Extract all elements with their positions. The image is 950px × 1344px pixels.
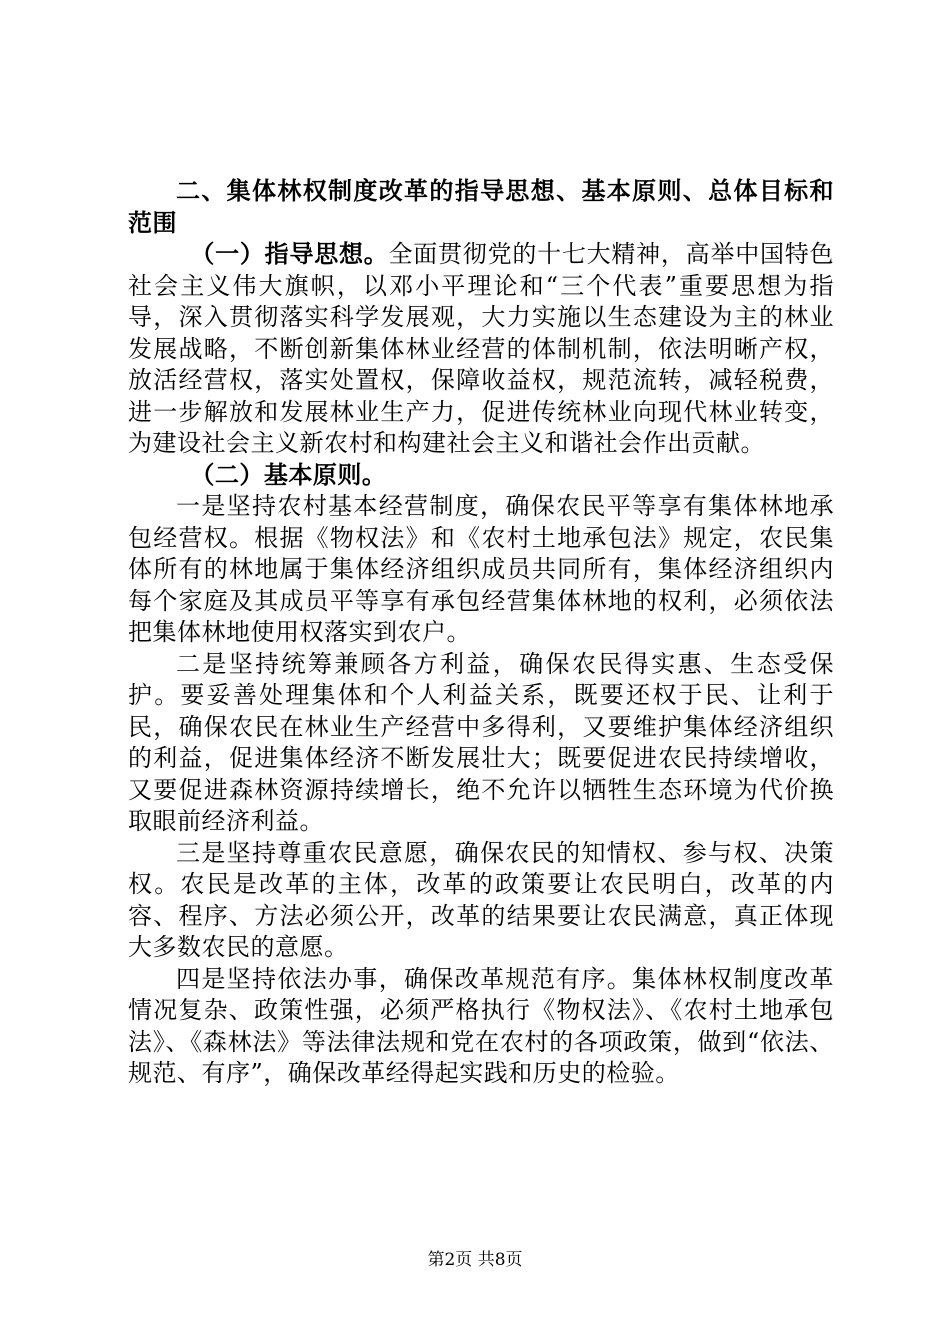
principle-paragraph-3: 三是坚持尊重农民意愿，确保农民的知情权、参与权、决策权。农民是改革的主体，改革的政策要让农民明白，改革的内容、程序、方法必须公开，改革的结果要让农民满意，真正体现大多数农民的意愿。: [128, 838, 834, 961]
principle-paragraph-4: 四是坚持依法办事，确保改革规范有序。集体林权制度改革情况复杂、政策性强，必须严格执行《物权法》、《农村土地承包法》、《森林法》等法律法规和党在农村的各项政策，做到“依法、规范、有序”，确保改革经得起实践和历史的检验。: [128, 964, 834, 1087]
guiding-paragraph: [128, 239, 834, 460]
guiding-label: （一）指导思想。: [190, 240, 389, 268]
principles-label: （二）基本原则。: [190, 460, 387, 489]
document-body: [128, 176, 834, 1090]
guiding-text: 全面贯彻党的十七大精神，高举中国特色社会主义伟大旗帜，以邓小平理论和“三个代表”重要思想为指导，深入贯彻落实科学发展观，大力实施以生态建设为主的林业发展战略，不断创新集体林业经营的体制机制，依法明晰产权，放活经营权，落实处置权，保障收益权，规范流转，减轻税费，进一步解放和发展林业生产力，促进传统林业向现代林业转变，为建设社会主义新农村和构建社会主义和谐社会作出贡献。: [128, 240, 835, 457]
principle-paragraph-2: 二是坚持统筹兼顾各方利益，确保农民得实惠、生态受保护。要妥善处理集体和个人利益关系，既要还权于民、让利于民，确保农民在林业生产经营中多得利，又要维护集体经济组织的利益，促进集体经济不断发展壮大；既要促进农民持续增收，又要促进森林资源持续增长，绝不允许以牺牲生态环境为代价换取眼前经济利益。: [128, 649, 834, 835]
page-footer: 第2页 共8页: [427, 1250, 523, 1270]
section-title: 二、集体林权制度改革的指导思想、基本原则、总体目标和范围: [128, 177, 834, 237]
principle-paragraph-1: 一是坚持农村基本经营制度，确保农民平等享有集体林地承包经营权。根据《物权法》和《农村土地承包法》规定，农民集体所有的林地属于集体经济组织成员共同所有，集体经济组织内每个家庭及其成员平等享有承包经营集体林地的权利，必须依法把集体林地使用权落实到农户。: [128, 492, 834, 646]
